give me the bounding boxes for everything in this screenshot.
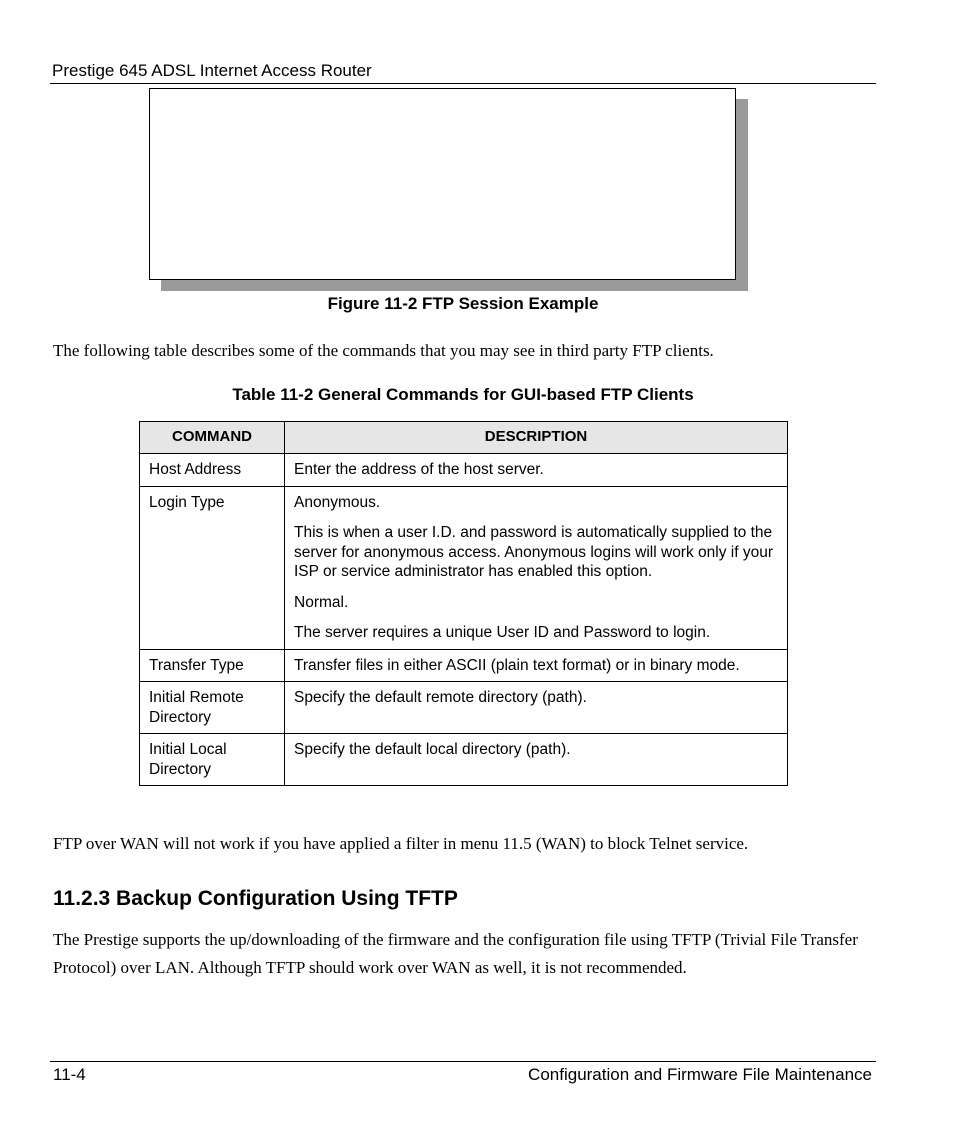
description-text: The server requires a unique User ID and Password to login. (294, 624, 711, 641)
description-cell (285, 454, 788, 487)
intro-paragraph: The following table describes some of the commands that you may see in third party FTP clients. (53, 341, 714, 360)
description-text: Specify the default remote directory (path). (294, 689, 587, 706)
command-cell (140, 649, 285, 682)
description-text: Anonymous. (294, 493, 381, 511)
description-text: Enter the address of the host server. (294, 461, 544, 478)
description-text: Transfer files in either ASCII (plain text format) or in binary mode. (294, 656, 740, 674)
command-name: Initial Remote Directory (149, 689, 244, 726)
table-row (140, 734, 788, 786)
ftp-session-figure (149, 88, 736, 280)
table-row (140, 454, 788, 487)
description-cell (285, 734, 788, 786)
description-cell (285, 682, 788, 734)
column-header-description: DESCRIPTION (285, 422, 788, 454)
table-header-row (140, 422, 788, 454)
description-text: Normal. (294, 593, 349, 611)
column-header-command: COMMAND (140, 422, 285, 454)
tftp-paragraph: The Prestige supports the up/downloading of the firmware and the configuration file using TFTP (Trivial File Transfer Protocol) over LAN. Although TFTP should work over WAN as well, it is not recommended. (53, 930, 858, 977)
command-name: Host Address (149, 461, 242, 478)
table-row (140, 486, 788, 649)
section-heading: 11.2.3 Backup Configuration Using TFTP (53, 887, 458, 910)
header-rule (50, 83, 876, 84)
footer-rule (50, 1061, 876, 1062)
description-text: This is when a user I.D. and password is automatically supplied to the server for anonymous access. Anonymous logins will work only if your ISP or service administrator has enabled this option. (294, 524, 773, 580)
page-number: 11-4 (53, 1065, 86, 1084)
description-cell (285, 649, 788, 682)
table-row (140, 649, 788, 682)
ftp-commands-table (139, 421, 788, 786)
command-cell (140, 734, 285, 786)
command-name: Initial Local Directory (149, 741, 227, 778)
wan-note-paragraph: FTP over WAN will not work if you have applied a filter in menu 11.5 (WAN) to block Telnet service. (53, 834, 749, 853)
command-cell (140, 486, 285, 649)
chapter-title: Configuration and Firmware File Maintenance (528, 1065, 872, 1084)
description-cell (285, 486, 788, 649)
figure-caption: Figure 11-2 FTP Session Example (327, 294, 599, 313)
table-row (140, 682, 788, 734)
command-name: Login Type (149, 493, 225, 511)
running-header: Prestige 645 ADSL Internet Access Router (52, 61, 372, 80)
command-name: Transfer Type (149, 656, 244, 674)
table-caption: Table 11-2 General Commands for GUI-based FTP Clients (232, 385, 694, 404)
command-cell (140, 454, 285, 487)
command-cell (140, 682, 285, 734)
description-text: Specify the default local directory (path). (294, 741, 571, 758)
